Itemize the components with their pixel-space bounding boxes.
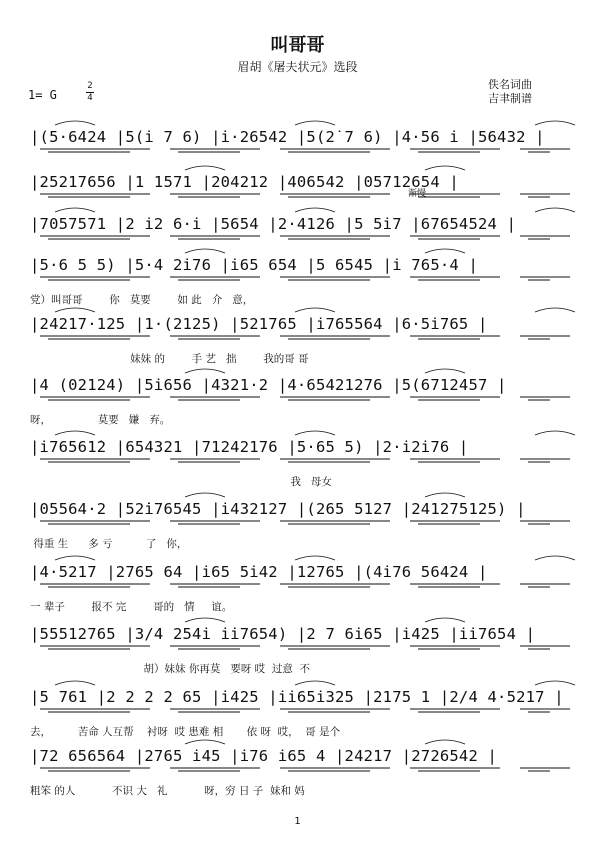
score-line [30, 302, 572, 365]
tie-arc [55, 308, 95, 312]
tie-arc [295, 681, 335, 685]
tie-arc [425, 618, 465, 622]
tie-arc [535, 308, 575, 312]
notation-line: |5·6 5 5) |5·4 2i̇76 |i̇65 654 |5 6545 |i̇ 765·4 | [30, 256, 478, 274]
score-line [30, 612, 572, 675]
tie-arc [295, 308, 335, 312]
tie-arc [295, 208, 335, 212]
score-line [30, 550, 572, 613]
tie-arc [55, 556, 95, 560]
time-signature [86, 82, 94, 103]
notation-line: |25217656 |1 1571 |204212 |406542 |05712654 | [30, 173, 459, 191]
lyric-line: 得重 生 多 亏 了 你， [30, 538, 188, 550]
tie-arc [535, 208, 575, 212]
tie-arc [55, 208, 95, 212]
notation-line: |55512765 |3/4 254i̇ i̇i̇7654) |2 7 6i̇65 |i̇425 |i̇i̇7654 | [30, 625, 536, 643]
tie-arc [425, 166, 465, 170]
score-line [30, 115, 572, 159]
score-line [30, 160, 572, 204]
tie-arc [535, 556, 575, 560]
score-line [30, 363, 572, 426]
credits [488, 78, 532, 106]
lyric-line: 妹妹 的 手 艺 拙 我的哥 哥 [30, 353, 309, 365]
tie-arc [185, 493, 225, 497]
tie-arc [55, 121, 95, 125]
lyric-line: 党）叫哥哥 你 莫要 如 此 介 意， [30, 294, 254, 306]
lyric-line: 我 母女 [30, 476, 332, 488]
credit-lyrics: 佚名词曲 [488, 78, 532, 91]
tie-arc [185, 249, 225, 253]
notation-line: |72 656564 |2765 i̇45 |i̇76 i̇65 4 |24217 |2726542 | [30, 747, 498, 765]
notation-line: |4 (02124) |5i̇656 |4321·2 |4·65421276 |5(6712457 | [30, 376, 507, 394]
credit-transcriber: 吉聿制谱 [488, 92, 532, 105]
notation-line: |5 761 |2 2 2 2 65 |i̇425 |i̇i̇65i̇325 |2175 1 |2/4 4·5217 | [30, 688, 564, 706]
score-line [30, 243, 572, 306]
tie-arc [535, 681, 575, 685]
score-line [30, 487, 572, 550]
time-sig-bottom: 4 [87, 93, 93, 103]
notation-line: |4·5217 |2765 64 |i̇65 5i̇42 |12765 |(4i̇76 56424 | [30, 563, 488, 581]
score-line [30, 734, 572, 797]
tie-arc [295, 431, 335, 435]
tie-arc [185, 166, 225, 170]
tie-arc [425, 740, 465, 744]
notation-line: |05564·2 |52̇i̇76545 |i̇432127 |(265 5127 |241275125) | [30, 500, 526, 518]
tie-arc [535, 431, 575, 435]
notation-line: |7057571 |2 i̇2 6·i̇ |5654 |2·4126 |5 5i̇7 |67654524 | [30, 215, 517, 233]
key-signature: 1= G [28, 88, 57, 102]
tie-arc [185, 618, 225, 622]
lyric-line: 呀， 莫要 嫌 弃。 [30, 414, 171, 426]
notation-line: |24217·125 |1·(2125) |521765 |i̇765564 |6·5i̇765 | [30, 315, 488, 333]
lyric-line: 去， 苦命 人互帮 衬呀 哎 患难 相 依 呀 哎， 哥 是个 [30, 726, 341, 738]
score-line [30, 202, 572, 246]
tie-arc [295, 556, 335, 560]
notation-line: |(5·6424 |5(i̇ 7 6) |i̇·26542 |5(2̇ 7 6) |4·56 i̇ |56432 | [30, 128, 545, 146]
tie-arc [535, 121, 575, 125]
tie-arc [295, 121, 335, 125]
score-subtitle: 眉胡《屠夫状元》选段 [237, 60, 358, 74]
notation-line: |i̇76561̇2 |654321 |71242176 |5·65 5) |2·i̇2i̇76 | [30, 438, 469, 456]
page-number: 1 [294, 816, 301, 827]
tie-arc [185, 740, 225, 744]
tie-arc [425, 493, 465, 497]
score-line [30, 425, 572, 488]
score-title: 叫哥哥 [270, 35, 325, 56]
score-line [30, 675, 572, 738]
tempo-mark: 渐慢 [408, 189, 427, 199]
tie-arc [425, 249, 465, 253]
tie-arc [425, 369, 465, 373]
time-sig-top: 2 [87, 81, 93, 91]
lyric-line: 一 辈子 报不 完 哥的 情 谊。 [30, 601, 233, 613]
lyric-line: 胡）妹妹 你再莫 要呀 哎 过意 不 [30, 663, 311, 675]
lyric-line: 粗笨 的人 不识 大 礼 呀，穷 日 子 妹和 妈 [30, 785, 305, 797]
tie-arc [55, 431, 95, 435]
tie-arc [185, 369, 225, 373]
tie-arc [55, 681, 95, 685]
